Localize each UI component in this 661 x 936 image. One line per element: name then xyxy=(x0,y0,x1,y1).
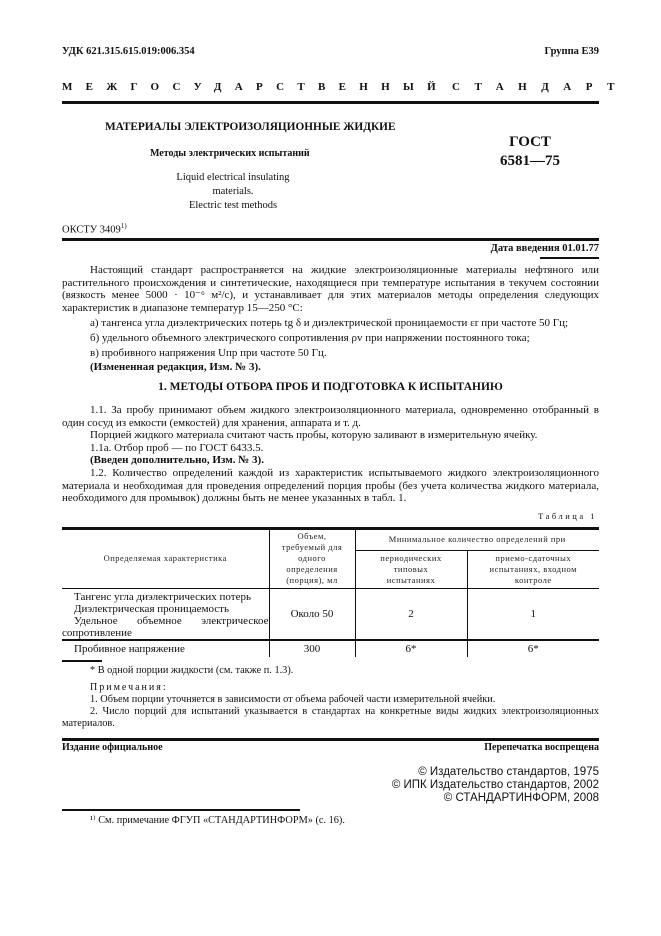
th-volume: Объем, требуемый для одного определения (порция), мл xyxy=(269,529,355,588)
table-1 xyxy=(62,529,599,657)
doc-title: МАТЕРИАЛЫ ЭЛЕКТРОИЗОЛЯЦИОННЫЕ ЖИДКИЕ xyxy=(105,121,396,133)
okstu xyxy=(62,222,127,236)
page-footnote-rule xyxy=(62,809,300,811)
doc-title-en xyxy=(163,171,303,213)
row-1-acceptance: 1 xyxy=(467,588,599,640)
table-row xyxy=(62,640,599,657)
table-footnote: * В одной порции жидкости (см. также п. 1.3). xyxy=(90,665,294,676)
char-tan-delta: Тангенс угла диэлектрических потерь xyxy=(74,590,251,603)
row-2-acceptance: 6* xyxy=(467,640,599,657)
char-permittivity: Диэлектрическая проницаемость xyxy=(74,602,230,615)
footnote-rule xyxy=(62,660,102,662)
row-1-periodic: 2 xyxy=(355,588,467,640)
section-1-body xyxy=(62,404,599,505)
row-1-volume: Около 50 xyxy=(269,588,355,640)
intro-date xyxy=(491,243,599,254)
para-portion: Порцией жидкого материала считают часть пробы, которую заливают в измерительную ячейку. xyxy=(90,429,538,442)
intro-item-c: в) пробивного напряжения Uпр при частоте 50 Гц. xyxy=(90,347,327,360)
okstu-footnote-ref: 1) xyxy=(120,222,127,230)
row-2-characteristic: Пробивное напряжение xyxy=(74,642,185,655)
th-periodic: периодических типовых испытаниях xyxy=(355,550,467,588)
copyright-1975: © Издательство стандартов, 1975 xyxy=(418,766,599,778)
copyrights xyxy=(392,766,599,805)
char-resistivity: Удельное объемное электрическое сопротивление xyxy=(62,614,269,639)
title-en-2: Electric test methods xyxy=(188,200,278,211)
okstu-code: ОКСТУ 3409 xyxy=(62,224,121,236)
th-min-count: Минимальное количество определений при xyxy=(355,529,599,550)
intro-item-a: а) тангенса угла диэлектрических потерь tg δ и диэлектрической проницаемости εr при частоте 50 Гц; xyxy=(90,317,569,330)
doc-subtitle: Методы электрических испытаний xyxy=(150,148,310,159)
page-footnote: ¹⁾ См. примечание ФГУП «СТАНДАРТИНФОРМ» (с. 16). xyxy=(90,815,345,826)
para-1-1: 1.1. За пробу принимают объем жидкого электроизоляционного материала, одновременно отобранный в один сосуд из емкости (емкостей) для хранения, аппарата и т. д. xyxy=(62,404,599,429)
copyright-2002: © ИПК Издательство стандартов, 2002 xyxy=(391,779,599,791)
intro-date-label: Дата введения xyxy=(490,243,560,254)
row-1-characteristics xyxy=(62,588,269,640)
th-characteristic: Определяемая характеристика xyxy=(62,529,269,588)
para-1-2: 1.2. Количество определений каждой из характеристик испытываемого жидкого электроизоляционного материала и необходимая для проведения определений порция пробы (без учета количества жидкого материала, необходимого для промывок) должны быть не менее указанных в табл. 1. xyxy=(62,466,599,505)
footer-rule xyxy=(62,738,599,741)
intro-section xyxy=(62,264,599,373)
intro-amendment: (Измененная редакция, Изм. № 3). xyxy=(90,361,261,374)
section-1-amendment: (Введен дополнительно, Изм. № 3). xyxy=(90,454,264,467)
okstu-rule xyxy=(62,238,599,241)
intro-date-value: 01.01.77 xyxy=(562,243,599,254)
reprint-forbidden: Перепечатка воспрещена xyxy=(484,742,599,753)
group-code: Группа Е39 xyxy=(544,46,599,57)
gost-word: ГОСТ xyxy=(509,134,551,150)
intro-paragraph: Настоящий стандарт распространяется на жидкие электроизоляционные материалы нефтяного или растительного происхождения и синтетические, находящиеся при температуре испытания в текучем состоянии (вязкость менее 5000 · 10⁻⁶ м²/с), и устанавливает для этих материалов методы определения следующих характеристик в диапазоне температур 15—250 °С: xyxy=(62,264,599,314)
intro-item-b: б) удельного объемного электрического сопротивления ρv при напряжении постоянного тока; xyxy=(90,332,530,345)
notes-title: Примечания: xyxy=(90,682,168,693)
banner-right: СТАНДАРТ xyxy=(452,81,629,93)
th-acceptance: приемо-сдаточных испытаниях, входном контроле xyxy=(467,550,599,588)
note-1: 1. Объем порции уточняется в зависимости от объема рабочей части измерительной ячейки. xyxy=(90,694,496,705)
header-rule xyxy=(62,101,599,104)
udk-code: УДК 621.315.615.019:006.354 xyxy=(62,46,195,57)
gost-number: 6581—75 xyxy=(500,153,560,169)
table-row xyxy=(62,588,599,640)
title-en-1: Liquid electrical insulating materials. xyxy=(176,172,290,197)
row-2-volume: 300 xyxy=(269,640,355,657)
row-2-periodic: 6* xyxy=(355,640,467,657)
table-notes xyxy=(62,665,599,730)
official-edition: Издание официальное xyxy=(62,742,163,753)
para-1-1a: 1.1а. Отбор проб — по ГОСТ 6433.5. xyxy=(90,441,264,454)
note-2: 2. Число порций для испытаний указывается в стандартах на конкретные виды жидких электроизоляционных материалов. xyxy=(62,706,599,729)
date-underline xyxy=(540,257,599,259)
table-caption: Таблица 1 xyxy=(538,511,597,521)
section-1-heading: 1. МЕТОДЫ ОТБОРА ПРОБ И ПОДГОТОВКА К ИСПЫТАНИЮ xyxy=(158,381,503,393)
gost-label xyxy=(495,133,565,171)
copyright-2008: © СТАНДАРТИНФОРМ, 2008 xyxy=(443,792,599,804)
banner-left: МЕЖГОСУДАРСТВЕННЫЙ xyxy=(62,81,449,93)
